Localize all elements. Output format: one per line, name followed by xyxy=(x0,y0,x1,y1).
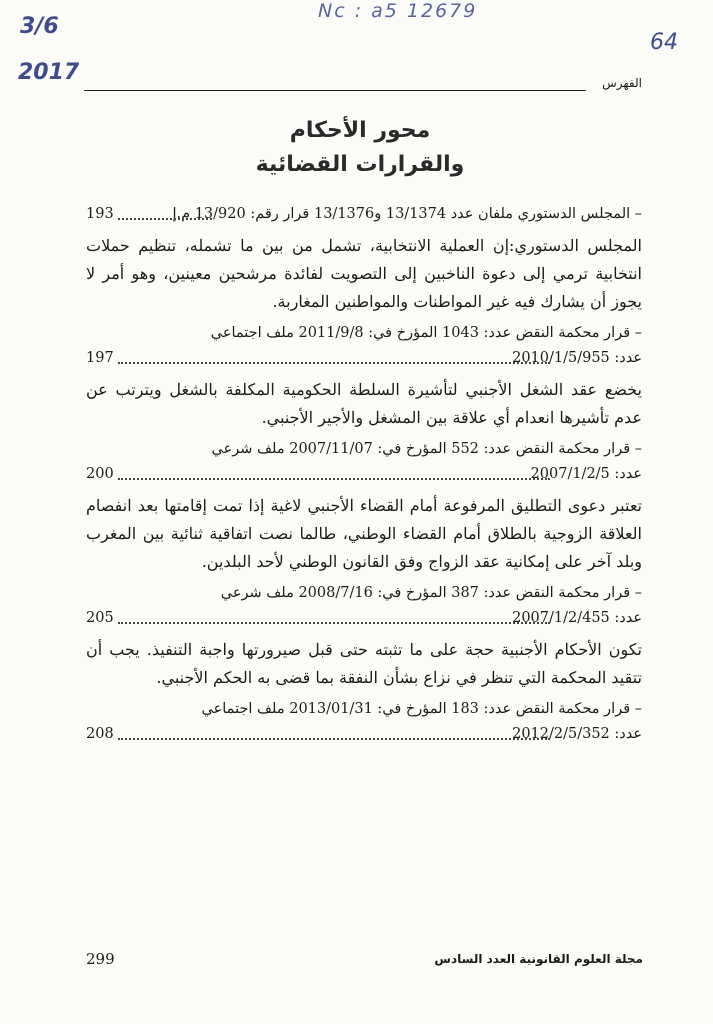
handwritten-reference: Nc : a5 12679 xyxy=(318,0,478,22)
entry-file-number: عدد: 2010/1/5/955 xyxy=(512,350,642,366)
handwritten-fraction: 3/6 xyxy=(20,14,59,39)
entry-ref-line xyxy=(86,202,642,226)
leader-dots xyxy=(118,622,550,624)
entry-page-number: 193 xyxy=(86,206,114,222)
entry-summary: تكون الأحكام الأجنبية حجة على ما تثبته حتى قبل صيرورتها واجبة التنفيذ. يجب أن تتقيد المحكمة التي تنظر في نزاع بشأن النفقة بما قضى به الحكم الأجنبي. xyxy=(86,640,643,687)
entry-reference: – قرار محكمة النقض عدد: 183 المؤرخ في: 2013/01/31 ملف اجتماعي xyxy=(201,701,642,717)
index-entry xyxy=(86,580,642,692)
leader-dots xyxy=(118,218,212,220)
page-number: 299 xyxy=(86,950,115,968)
page-title xyxy=(80,114,640,182)
handwritten-year: 2017 xyxy=(18,60,80,85)
entry-page-number: 197 xyxy=(86,350,114,366)
entry-ref-line xyxy=(86,722,642,746)
entry-summary: تعتبر دعوى التطليق المرفوعة أمام القضاء الأجنبي لاغية إذا تمت إقامتها بعد انفصام العلاقة الزوجية بالطلاق أمام القضاء الوطني، طالما نصت اتفاقية ثنائية بين المغرب وبلد آخر على إمكانية عقد الزواج وفق القانون الوطني لأحد البلدين. xyxy=(86,496,642,571)
entry-page-number: 205 xyxy=(86,610,114,626)
entry-file-number: عدد: 2012/2/5/352 xyxy=(512,726,642,742)
index-entry xyxy=(86,696,642,746)
entry-page-number: 200 xyxy=(86,466,114,482)
index-entry xyxy=(86,202,642,316)
entry-summary: المجلس الدستوري:إن العملية الانتخابية، تشمل من بين ما تشمله، تنظيم حملات انتخابية ترمي إلى دعوة الناخبين إلى التصويت لفائدة مرشحين معينين، وهو أمر لا يجوز أن يشارك فيه غير المواطنات والمواطنين المغاربة. xyxy=(86,236,642,311)
entry-reference: – قرار محكمة النقض عدد: 387 المؤرخ في: 2008/7/16 ملف شرعي xyxy=(220,585,642,601)
entry-reference: – قرار محكمة النقض عدد: 552 المؤرخ في: 2007/11/07 ملف شرعي xyxy=(211,441,642,457)
index-entry xyxy=(86,436,642,576)
entry-ref-line xyxy=(86,346,642,370)
title-line-1: محور الأحكام xyxy=(289,118,431,143)
entry-ref-line xyxy=(86,462,642,486)
leader-dots xyxy=(118,362,550,364)
leader-dots xyxy=(118,738,550,740)
entry-reference: – المجلس الدستوري ملفان عدد 13/1374 و13/1376 قرار رقم: 13/920 م.إ xyxy=(172,206,642,222)
leader-dots xyxy=(118,478,550,480)
entry-summary: يخضع عقد الشغل الأجنبي لتأشيرة السلطة الحكومية المكلفة بالشغل ويترتب عن عدم تأشيرها انعدام أي علاقة بين المشغل والأجير الأجنبي. xyxy=(86,380,642,427)
header-label: الفهرس xyxy=(602,76,642,90)
entry-file-number: عدد: 2007/1/2/455 xyxy=(512,610,642,626)
header-rule xyxy=(84,90,586,91)
entry-file-number: عدد: 2007/1/2/5 xyxy=(530,466,642,482)
handwritten-number: 64 xyxy=(650,30,678,55)
entry-reference: – قرار محكمة النقض عدد: 1043 المؤرخ في: 2011/9/8 ملف اجتماعي xyxy=(210,325,642,341)
entry-page-number: 208 xyxy=(86,726,114,742)
entry-ref-line xyxy=(86,606,642,630)
title-line-2: والقرارات القضائية xyxy=(255,152,465,177)
index-entry xyxy=(86,320,642,432)
journal-footer: مجلة العلوم القانونية العدد السادس xyxy=(434,952,643,966)
index-content xyxy=(86,202,642,746)
